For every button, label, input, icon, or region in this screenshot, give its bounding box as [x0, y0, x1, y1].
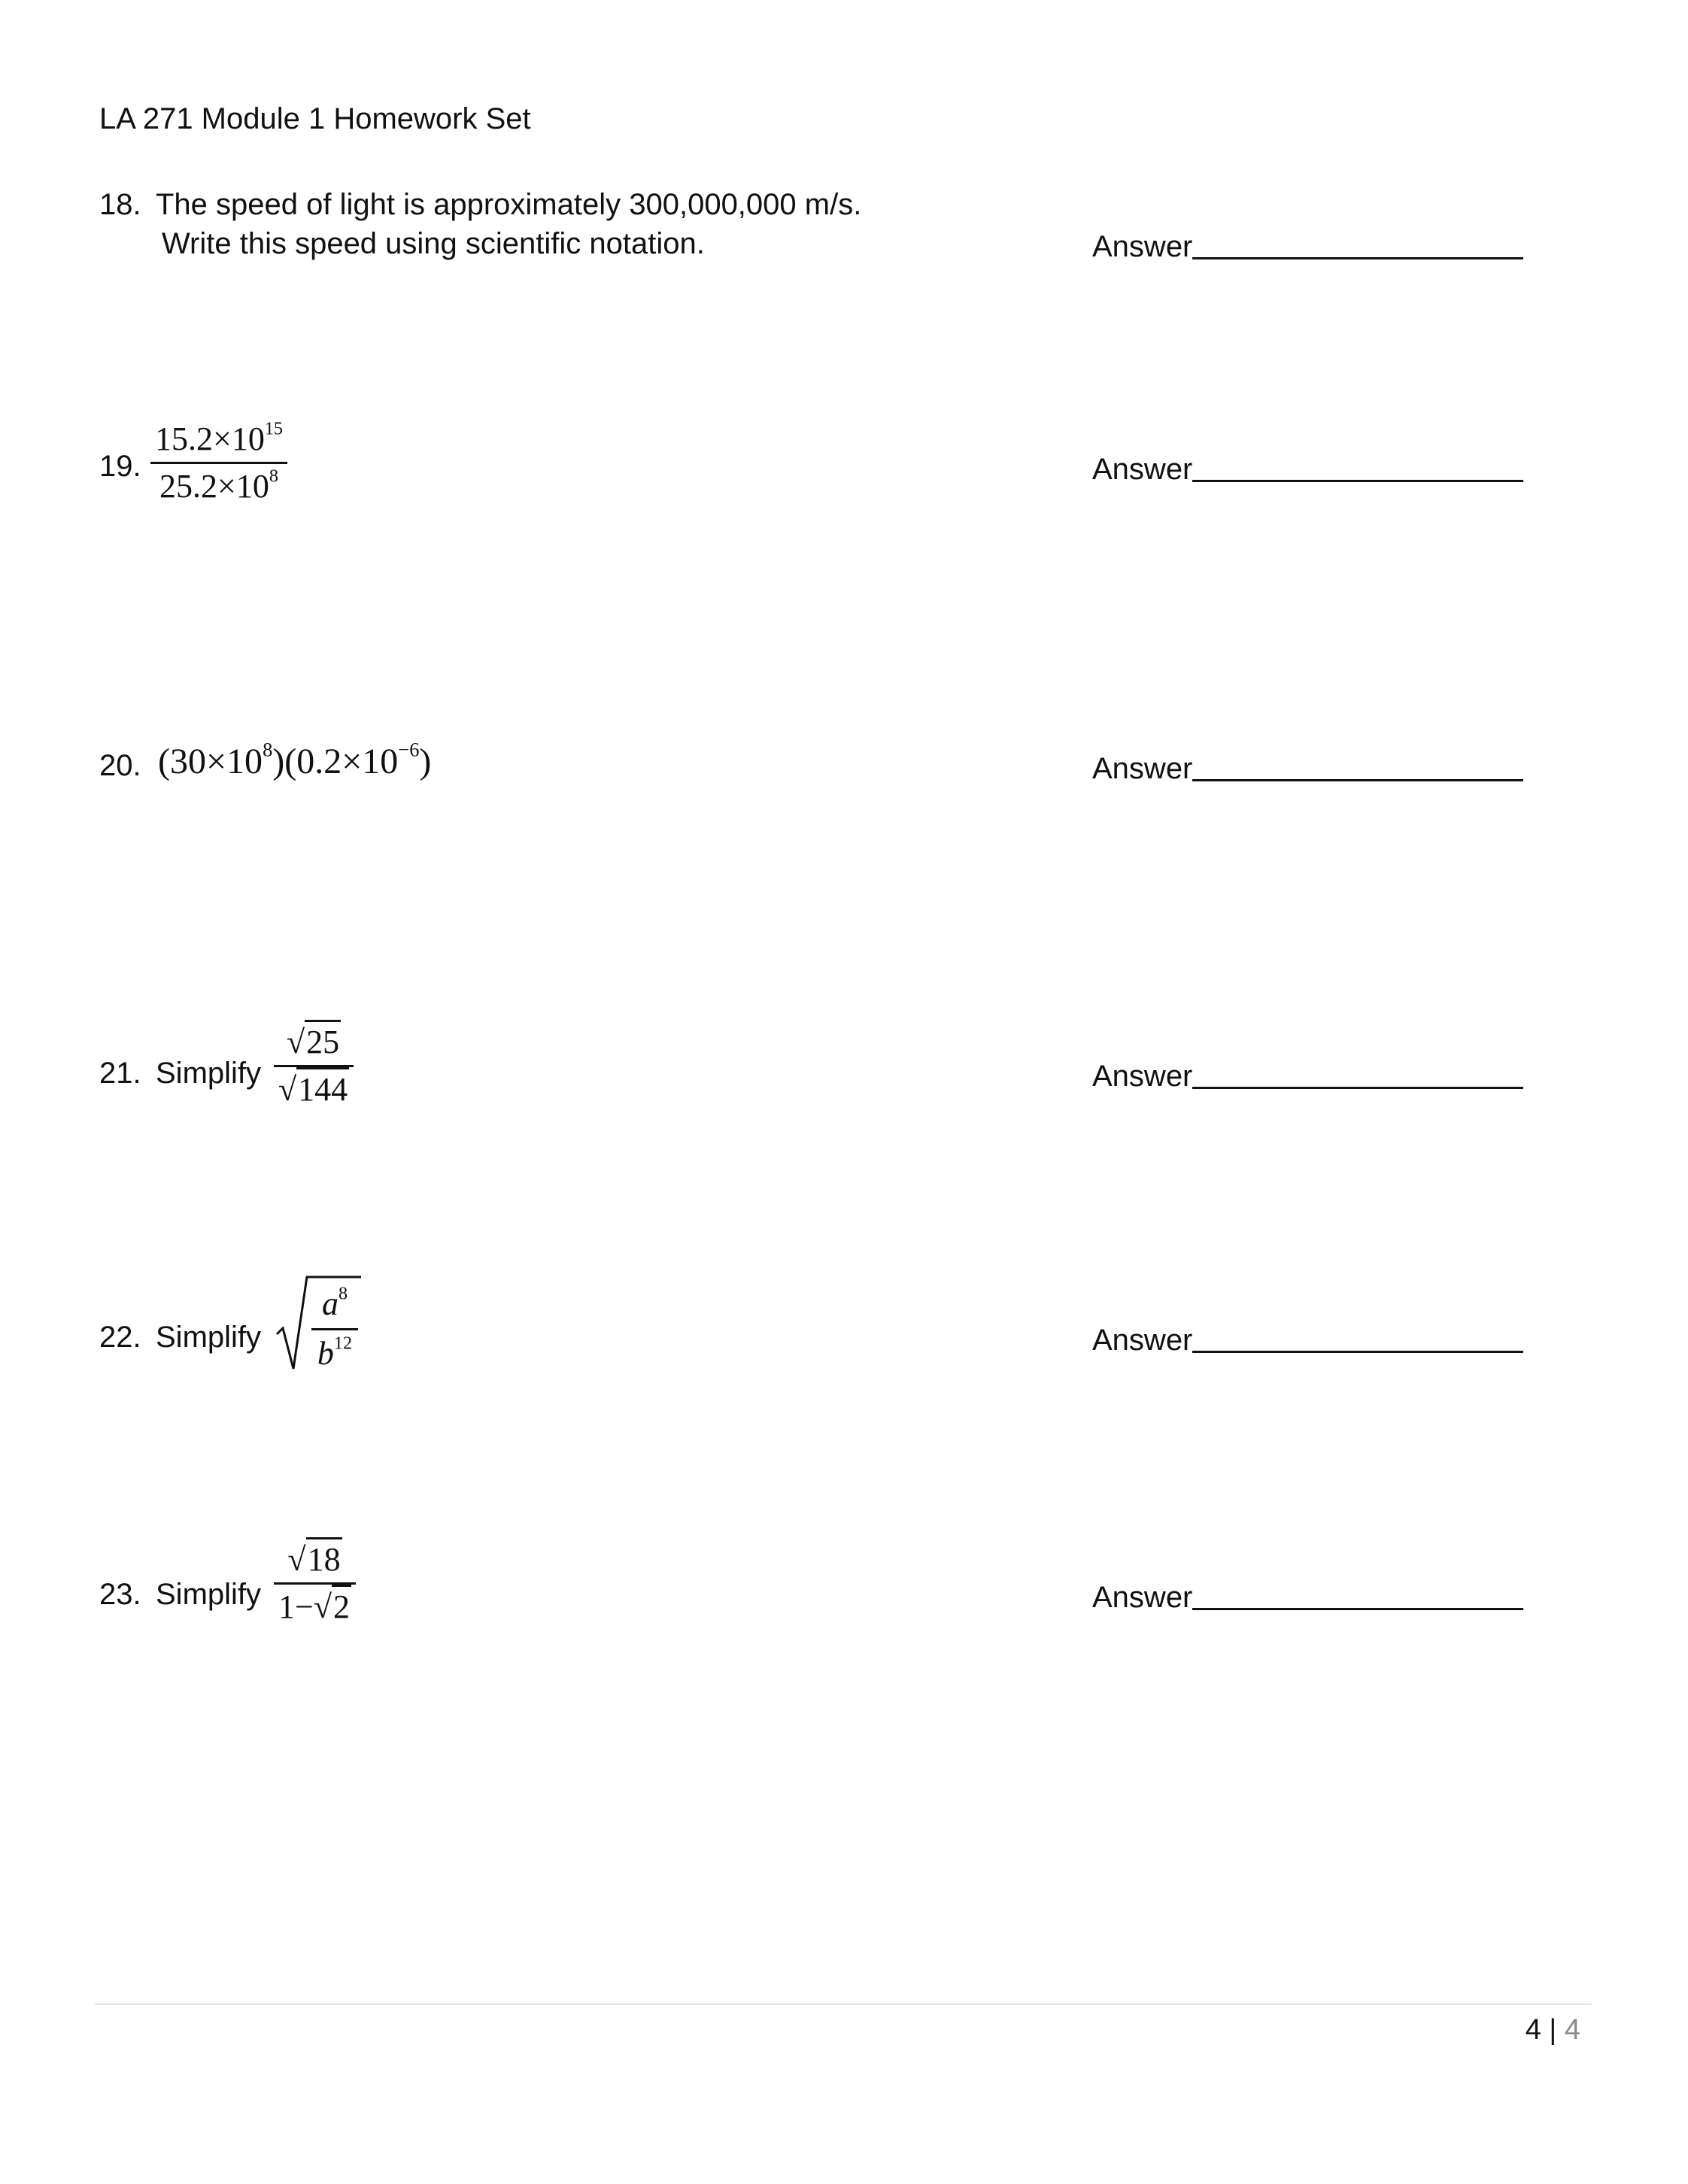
radical-sign: √ [287, 1541, 306, 1578]
radical-sign: √ [278, 1071, 297, 1109]
problem-text-line1: The speed of light is approximately 300,000,000 m/s. [156, 188, 862, 221]
answer-line[interactable] [1192, 751, 1523, 781]
denominator-radicand: 144 [296, 1067, 349, 1108]
problem-number: 20. [99, 749, 141, 782]
denominator [311, 1333, 358, 1372]
answer-line[interactable] [1192, 229, 1523, 259]
problem-prompt: Simplify [156, 1578, 262, 1611]
answer-label: Answer [1092, 752, 1193, 785]
denominator-lead: 1− [278, 1588, 314, 1626]
factor-1: (30×10 [158, 742, 263, 781]
radical-sign: √ [313, 1588, 332, 1626]
answer-field-20[interactable] [1092, 751, 1523, 784]
problem-prompt: Simplify [156, 1057, 262, 1090]
footer-divider [95, 2004, 1592, 2005]
fraction-bar [311, 1328, 358, 1330]
denominator-variable: b [317, 1335, 334, 1372]
fraction-bar [150, 462, 287, 464]
denominator-radicand: 2 [332, 1585, 351, 1625]
answer-field-19[interactable] [1092, 451, 1523, 484]
problem-number: 19. [99, 450, 141, 483]
problem-number: 18. [99, 188, 141, 221]
denominator-exponent: 12 [333, 1333, 353, 1354]
answer-line[interactable] [1192, 1322, 1523, 1353]
answer-label: Answer [1092, 1060, 1193, 1093]
problem-prompt: Simplify [156, 1321, 262, 1354]
numerator [311, 1283, 358, 1322]
page-total: 4 [1564, 2014, 1580, 2046]
answer-label: Answer [1092, 453, 1193, 486]
factor-2: )(0.2×10 [272, 742, 399, 781]
radical-sign: √ [287, 1024, 305, 1060]
fraction-23 [274, 1542, 356, 1626]
exponent-2: −6 [398, 738, 420, 761]
numerator-radicand: 25 [305, 1020, 341, 1060]
fraction-21 [274, 1024, 354, 1109]
problem-text-line2: Write this speed using scientific notation. [162, 227, 705, 260]
answer-field-22[interactable] [1092, 1322, 1523, 1355]
page-number [1526, 2016, 1580, 2044]
problem-number: 21. [99, 1057, 141, 1090]
numerator-variable: a [321, 1285, 339, 1322]
answer-field-23[interactable] [1092, 1579, 1523, 1612]
page-separator: | [1549, 2014, 1557, 2046]
radical-fraction-22 [274, 1271, 364, 1380]
denominator-exponent: 8 [269, 466, 278, 487]
problem-number: 22. [99, 1321, 141, 1354]
answer-line[interactable] [1192, 451, 1523, 482]
numerator-base: 15.2×10 [155, 420, 265, 457]
numerator-radicand: 18 [306, 1537, 342, 1578]
close-paren: ) [419, 742, 432, 781]
answer-label: Answer [1092, 230, 1193, 263]
numerator-exponent: 8 [338, 1283, 348, 1304]
answer-field-18[interactable] [1092, 229, 1523, 262]
answer-line[interactable] [1192, 1579, 1523, 1610]
expression-20 [158, 738, 432, 782]
denominator-base: 25.2×10 [159, 468, 269, 505]
problem-number: 23. [99, 1578, 141, 1611]
page-current: 4 [1525, 2014, 1541, 2046]
answer-line[interactable] [1192, 1058, 1523, 1089]
fraction-19 [150, 418, 287, 505]
answer-label: Answer [1092, 1324, 1193, 1357]
numerator-exponent: 15 [264, 418, 284, 439]
exponent-1: 8 [263, 738, 273, 761]
answer-field-21[interactable] [1092, 1058, 1523, 1091]
page-header: LA 271 Module 1 Homework Set [99, 102, 531, 135]
answer-label: Answer [1092, 1581, 1193, 1614]
